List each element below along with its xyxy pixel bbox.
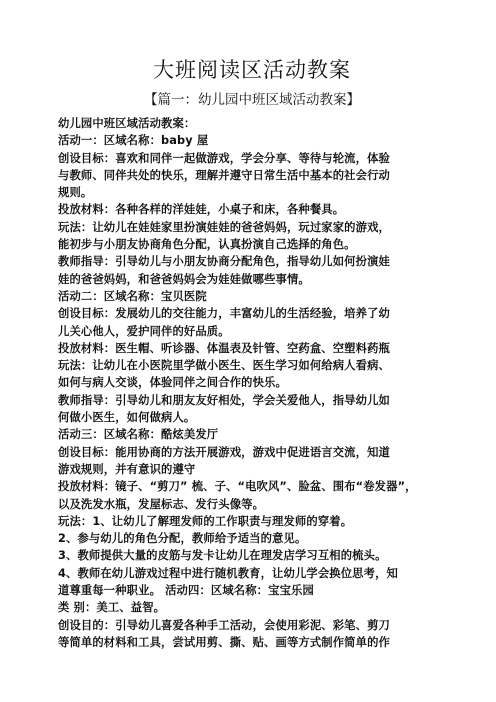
text-line: 玩法：1、让幼儿了解理发师的工作职责与理发师的穿着。	[58, 514, 353, 528]
text-line: 玩法：让幼儿在小医院里学做小医生、医生学习如何给病人看病、	[58, 359, 390, 373]
text-line: 能初步与小朋友协商角色分配，认真扮演自己选择的角色。	[58, 238, 356, 252]
text-line: 活动三：区域名称：酷炫美发厅	[58, 428, 219, 442]
text-line: 3、教师提供大量的皮筋与发卡让幼儿在理发店学习互相的梳头。	[58, 549, 387, 563]
text-line: 投放材料：各种各样的洋娃娃，小桌子和床，各种餐具。	[58, 203, 345, 217]
text-line: 4、教师在幼儿游戏过程中进行随机教育，让幼儿学会换位思考，知	[58, 566, 398, 580]
text-line: 娃的爸爸妈妈，和爸爸妈妈会为娃娃做哪些事情。	[58, 272, 310, 286]
text-line: 以及洗发水瓶，发屋标志、发行头像等。	[58, 497, 265, 511]
text-line: 游戏规则，并有意识的遵守	[58, 462, 196, 476]
text-line: 道尊重每一种职业。 活动四：区域名称：宝宝乐园	[58, 584, 314, 598]
text-line: 投放材料：镜子、“剪刀” 梳、子、“电吹风”、脸盆、围布“卷发器”，	[58, 480, 417, 494]
text-line: 规则。	[58, 186, 93, 200]
text-line: 创设目标：能用协商的方法开展游戏，游戏中促进语言交流，知道	[58, 445, 390, 459]
text-line: 活动一：区域名称：baby 屋	[58, 134, 209, 148]
document-title: 大班阅读区活动教案	[153, 58, 351, 82]
text-line: 玩法：让幼儿在娃娃家里扮演娃娃的爸爸妈妈，玩过家家的游戏，	[58, 220, 390, 234]
text-line: 类 别：美工、益智。	[58, 601, 166, 615]
text-line: 与教师、同伴共处的快乐，理解并遵守日常生活中基本的社会行动	[58, 168, 390, 182]
text-line: 如何与病人交谈，体验同伴之间合作的快乐。	[58, 376, 287, 390]
text-line: 投放材料：医生帽、听诊器、体温表及针管、空药盒、空塑料药瓶	[58, 341, 390, 355]
text-line: 2、参与幼儿的角色分配，教师给予适当的意见。	[58, 532, 307, 546]
text-line: 幼儿园中班区域活动教案：	[58, 117, 196, 130]
text-line: 创设目标：喜欢和同伴一起做游戏，学会分享、等待与轮流，体验	[58, 151, 390, 165]
text-line: 教师指导：引导幼儿和朋友友好相处，学会关爱他人，指导幼儿如	[58, 393, 390, 407]
text-line: 何做小医生，如何做病人。	[58, 411, 196, 425]
text-line: 儿关心他人，爱护同伴的好品质。	[58, 324, 230, 338]
text-line: 教师指导：引导幼儿与小朋友协商分配角色，指导幼儿如何扮演娃	[58, 255, 390, 269]
text-line: 等简单的材料和工具，尝试用剪、撕、贴、画等方式制作简单的作	[58, 635, 390, 649]
text-line: 活动二：区域名称：宝贝医院	[58, 289, 207, 303]
text-line: 创设目标：发展幼儿的交往能力，丰富幼儿的生活经验，培养了幼	[58, 307, 390, 321]
document-body	[58, 115, 446, 651]
document-subtitle: 【篇一：幼儿园中班区域活动教案】	[144, 92, 360, 108]
text-line: 创设目的：引导幼儿喜爱各种手工活动，会使用彩泥、彩笔、剪刀	[58, 618, 390, 632]
